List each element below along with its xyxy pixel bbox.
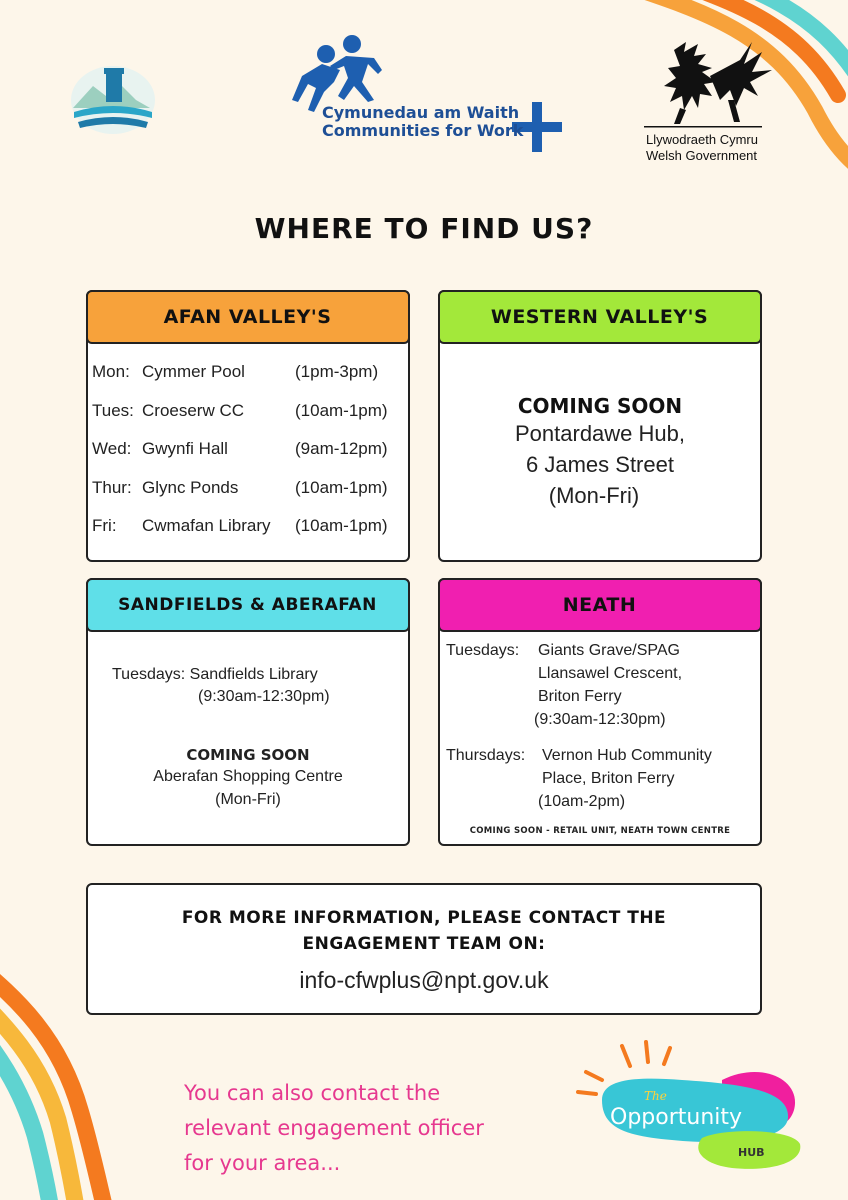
contact-line2: ENGAGEMENT TEAM ON: bbox=[302, 934, 546, 954]
neath-thursday-time: (10am-2pm) bbox=[538, 793, 626, 810]
schedule-time: (1pm-3pm) bbox=[295, 362, 379, 381]
npt-ring-top bbox=[38, 38, 188, 40]
neath-tuesday-line1: Giants Grave/SPAG bbox=[538, 642, 680, 659]
contact-email-link[interactable]: info-cfwplus@npt.gov.uk bbox=[299, 967, 549, 993]
cfw-line1: Cymunedau am Waith bbox=[322, 103, 520, 122]
schedule-place: Glync Ponds bbox=[142, 477, 239, 497]
afan-schedule bbox=[92, 362, 410, 555]
coming-soon-label: COMING SOON bbox=[186, 746, 310, 764]
western-address-line1: Pontardawe Hub, bbox=[515, 421, 685, 446]
sandfields-coming-location: Aberafan Shopping Centre bbox=[153, 768, 343, 785]
schedule-row bbox=[92, 478, 410, 517]
neath-tuesday-label: Tuesdays: bbox=[446, 642, 520, 659]
schedule-time: (10am-1pm) bbox=[295, 516, 388, 535]
schedule-row bbox=[92, 401, 410, 440]
npt-council-logo bbox=[38, 38, 188, 148]
sandfields-tuesday: Tuesdays: Sandfields Library bbox=[112, 666, 318, 683]
sandfields-tuesday-time: (9:30am-12:30pm) bbox=[198, 688, 330, 705]
neath-title: NEATH bbox=[438, 578, 762, 632]
sandfields-card bbox=[86, 578, 410, 846]
schedule-day: Fri: bbox=[92, 516, 117, 535]
schedule-place: Cwmafan Library bbox=[142, 516, 271, 535]
note-line2: relevant engagement officer bbox=[184, 1116, 484, 1140]
wg-line2: Welsh Government bbox=[646, 148, 758, 163]
western-valley-title: WESTERN VALLEY'S bbox=[438, 290, 762, 344]
schedule-place: Cymmer Pool bbox=[142, 362, 245, 381]
neath-tuesday-line2: Llansawel Crescent, bbox=[538, 665, 683, 682]
sandfields-title: SANDFIELDS & ABERAFAN bbox=[86, 578, 410, 632]
western-valley-card bbox=[438, 290, 762, 562]
schedule-place: Croeserw CC bbox=[142, 400, 245, 420]
schedule-time: (9am-12pm) bbox=[295, 439, 388, 458]
neath-card bbox=[438, 578, 762, 846]
sandfields-coming-days: (Mon-Fri) bbox=[215, 791, 281, 808]
coming-soon-label: COMING SOON bbox=[517, 394, 683, 418]
cfw-line2: Communities for Work bbox=[322, 121, 524, 140]
schedule-day: Wed: bbox=[92, 439, 132, 458]
afan-valley-card bbox=[86, 290, 410, 562]
neath-footnote: COMING SOON - RETAIL UNIT, NEATH TOWN CENTRE bbox=[469, 826, 731, 836]
contact-box bbox=[86, 883, 762, 1015]
western-days: (Mon-Fri) bbox=[548, 483, 640, 508]
schedule-time: (10am-1pm) bbox=[295, 400, 388, 420]
note-line1: You can also contact the bbox=[184, 1081, 441, 1105]
schedule-row bbox=[92, 362, 410, 401]
neath-thursday-label: Thursdays: bbox=[446, 747, 526, 764]
schedule-day: Mon: bbox=[92, 362, 130, 381]
cfw-logo bbox=[282, 30, 572, 155]
afan-valley-title: AFAN VALLEY'S bbox=[86, 290, 410, 344]
wg-line1: Llywodraeth Cymru bbox=[646, 132, 758, 147]
schedule-row bbox=[92, 516, 410, 555]
schedule-day: Thur: bbox=[92, 477, 132, 497]
schedule-day: Tues: bbox=[92, 400, 134, 420]
welsh-government-logo bbox=[640, 30, 780, 163]
hub-hub: HUB bbox=[738, 1146, 765, 1159]
neath-tuesday-line3: Briton Ferry bbox=[538, 688, 622, 705]
contact-line1: FOR MORE INFORMATION, PLEASE CONTACT THE bbox=[181, 908, 667, 928]
note-line3: for your area... bbox=[184, 1151, 341, 1175]
opportunity-hub-logo bbox=[572, 1040, 802, 1180]
neath-thursday-line2: Place, Briton Ferry bbox=[542, 770, 675, 787]
schedule-row bbox=[92, 439, 410, 478]
schedule-time: (10am-1pm) bbox=[295, 477, 388, 497]
engagement-officer-note bbox=[184, 1076, 484, 1181]
neath-tuesday-time: (9:30am-12:30pm) bbox=[534, 711, 666, 728]
page-title: WHERE TO FIND US? bbox=[254, 212, 594, 245]
western-address-line2: 6 James Street bbox=[526, 452, 674, 477]
hub-word: Opportunity bbox=[610, 1105, 743, 1130]
neath-thursday-line1: Vernon Hub Community bbox=[542, 747, 712, 764]
hub-the: The bbox=[644, 1089, 667, 1103]
dragon-icon bbox=[640, 30, 780, 130]
schedule-place: Gwynfi Hall bbox=[142, 439, 228, 458]
